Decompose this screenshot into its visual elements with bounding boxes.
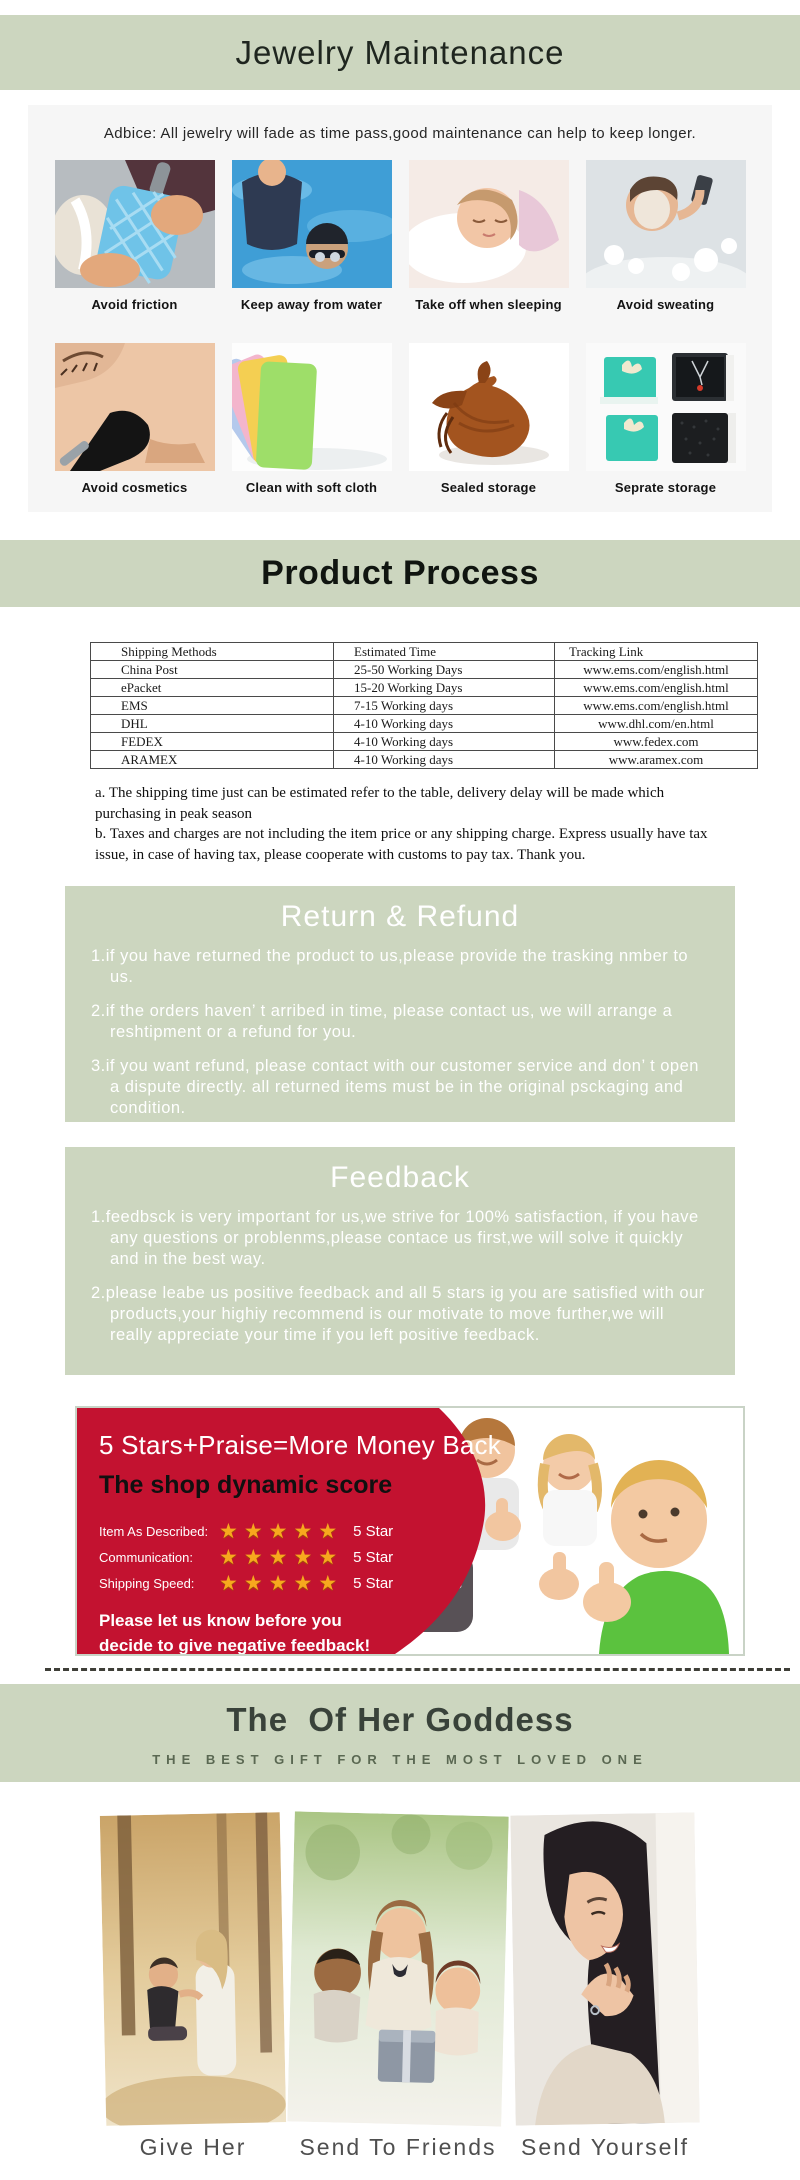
tip-card-sealed-storage	[409, 343, 569, 495]
star-icon: ★	[318, 1571, 338, 1595]
star-icon: ★	[268, 1545, 288, 1569]
caption-give-her: Give Her	[139, 2134, 247, 2160]
table-row	[91, 751, 758, 769]
tip-label: Clean with soft cloth	[245, 480, 378, 495]
rating-row	[99, 1544, 529, 1570]
tip-card-take-off-sleeping	[409, 160, 569, 312]
tracking-link: www.dhl.com/en.html	[555, 715, 758, 733]
star-icon: ★	[293, 1545, 313, 1569]
tip-card-avoid-friction	[55, 160, 215, 312]
send-to-friends-photo	[287, 1811, 509, 2126]
estimated-time: 4-10 Working days	[334, 715, 555, 733]
tracking-link: www.fedex.com	[555, 733, 758, 751]
bath-photo	[586, 160, 746, 288]
star-icon: ★	[318, 1545, 338, 1569]
tip-label: Avoid friction	[91, 297, 178, 312]
promo-note-line2: decide to give negative feedback!	[99, 1636, 371, 1655]
tip-label: Take off when sleeping	[415, 297, 562, 312]
tip-card-avoid-cosmetics	[55, 343, 215, 495]
star-icon: ★	[293, 1571, 313, 1595]
tracking-link: www.ems.com/english.html	[555, 679, 758, 697]
goddess-banner	[0, 1684, 800, 1782]
star-icon: ★	[268, 1571, 288, 1595]
rating-label: Item As Described:	[99, 1523, 209, 1539]
pool-photo	[232, 160, 392, 288]
tip-card-clean-soft-cloth	[232, 343, 392, 495]
rating-row	[99, 1570, 529, 1596]
carrier-name: DHL	[91, 715, 334, 733]
pouch-photo	[409, 343, 569, 471]
product-process-title: Product Process	[261, 554, 539, 592]
rating-label: Communication:	[99, 1549, 193, 1565]
carrier-name: ARAMEX	[91, 751, 334, 769]
tip-card-avoid-sweating	[586, 160, 746, 312]
tip-card-keep-away-water	[232, 160, 392, 312]
return-refund-item: 3.if you want refund, please contact with our customer service and don’ t open a dispute directly. all returned items must be in the original psckaging and condition.	[91, 1057, 699, 1117]
feedback-item: 2.please leabe us positive feedback and all 5 stars ig you are satisfied with our products,your highiy recommend is our motivate to move further,we will really appreciate your time if you left positive feedback.	[91, 1284, 705, 1344]
return-refund-item: 2.if the orders haven’ t arribed in time, please contact us, we will arrange a reshtipment or a refund for you.	[91, 1002, 673, 1041]
col-shipping-methods: Shipping Methods	[91, 643, 334, 661]
tip-card-seprate-storage	[586, 343, 746, 495]
caption-send-to-friends: Send To Friends	[299, 2134, 497, 2160]
goddess-title: The Of Her Goddess	[226, 1701, 574, 1738]
shipping-table	[90, 642, 758, 769]
maintenance-panel	[28, 105, 772, 512]
table-row	[91, 661, 758, 679]
tracking-link: www.ems.com/english.html	[555, 661, 758, 679]
col-estimated-time: Estimated Time	[334, 643, 555, 661]
promo-banner	[75, 1406, 745, 1656]
feedback-item: 1.feedbsck is very important for us,we strive for 100% satisfaction, if you have any questions or problenms,please contace us first,we will solve it quickly and in the best way.	[91, 1208, 699, 1268]
rating-value: 5 Star	[353, 1522, 394, 1540]
table-row	[91, 715, 758, 733]
star-rating	[219, 1573, 343, 1594]
carrier-name: EMS	[91, 697, 334, 715]
tip-label: Avoid sweating	[616, 297, 715, 312]
table-row	[91, 679, 758, 697]
goddess-subtitle: THE BEST GIFT FOR THE MOST LOVED ONE	[152, 1752, 648, 1767]
advice-text: Adbice: All jewelry will fade as time pass,good maintenance can help to keep longer.	[103, 125, 697, 142]
jewelry-maintenance-title: Jewelry Maintenance	[235, 33, 565, 71]
feedback-title: Feedback	[330, 1161, 470, 1194]
product-process-banner	[0, 540, 800, 607]
cloths-photo	[232, 343, 392, 471]
star-icon: ★	[219, 1519, 238, 1543]
makeup-brush-photo	[55, 343, 215, 471]
tip-label: Sealed storage	[440, 480, 537, 495]
tracking-link: www.ems.com/english.html	[555, 697, 758, 715]
gift-boxes-photo	[586, 343, 746, 471]
note-b: b. Taxes and charges are not including the item price or any shipping charge. Express usually have tax issue, in case of having tax, please cooperate with customs to pay tax. Thank you.	[95, 826, 708, 863]
star-icon: ★	[219, 1571, 238, 1595]
star-icon: ★	[243, 1571, 263, 1595]
estimated-time: 15-20 Working Days	[334, 679, 555, 697]
return-refund-title: Return & Refund	[280, 900, 520, 933]
promo-headline: 5 Stars+Praise=More Money Back	[99, 1430, 501, 1460]
col-tracking-link: Tracking Link	[555, 643, 758, 661]
sleeping-photo	[409, 160, 569, 288]
star-icon: ★	[243, 1545, 263, 1569]
star-icon: ★	[243, 1519, 263, 1543]
top-spacer	[0, 0, 800, 15]
tip-label: Seprate storage	[614, 480, 717, 495]
rating-value: 5 Star	[353, 1548, 394, 1566]
promo-text-block	[99, 1430, 529, 1656]
star-icon: ★	[268, 1519, 288, 1543]
tracking-link: www.aramex.com	[555, 751, 758, 769]
shipping-notes	[95, 783, 713, 865]
collage-captions	[103, 2134, 697, 2161]
return-refund-section	[65, 886, 735, 1122]
star-rating	[219, 1547, 343, 1568]
star-icon: ★	[219, 1545, 238, 1569]
estimated-time: 25-50 Working Days	[334, 661, 555, 679]
promo-note-line1: Please let us know before you	[99, 1611, 342, 1630]
rating-value: 5 Star	[353, 1574, 394, 1592]
estimated-time: 4-10 Working days	[334, 751, 555, 769]
send-yourself-photo	[510, 1812, 699, 2125]
carrier-name: ePacket	[91, 679, 334, 697]
star-rating	[219, 1521, 343, 1542]
promo-subheadline: The shop dynamic score	[99, 1471, 393, 1499]
gift-collage	[103, 1814, 697, 2124]
table-row	[91, 733, 758, 751]
table-row	[91, 697, 758, 715]
return-refund-item: 1.if you have returned the product to us,please provide the trasking nmber to us.	[91, 947, 689, 986]
washing-photo	[55, 160, 215, 288]
star-icon: ★	[293, 1519, 313, 1543]
caption-send-yourself: Send Yourself	[521, 2134, 689, 2160]
rating-row	[99, 1518, 529, 1544]
carrier-name: FEDEX	[91, 733, 334, 751]
carrier-name: China Post	[91, 661, 334, 679]
maintenance-tips-row2	[28, 343, 772, 495]
table-header-row	[91, 643, 758, 661]
estimated-time: 4-10 Working days	[334, 733, 555, 751]
star-icon: ★	[318, 1519, 338, 1543]
maintenance-tips-row1	[28, 160, 772, 312]
jewelry-maintenance-banner	[0, 15, 800, 90]
tip-label: Keep away from water	[240, 297, 383, 312]
estimated-time: 7-15 Working days	[334, 697, 555, 715]
feedback-section	[65, 1147, 735, 1375]
rating-label: Shipping Speed:	[99, 1575, 195, 1591]
tip-label: Avoid cosmetics	[81, 480, 188, 495]
note-a: a. The shipping time just can be estimated refer to the table, delivery delay will be made which purchasing in peak season	[95, 785, 665, 822]
give-her-photo	[100, 1812, 286, 2126]
dashed-divider	[45, 1668, 790, 1671]
